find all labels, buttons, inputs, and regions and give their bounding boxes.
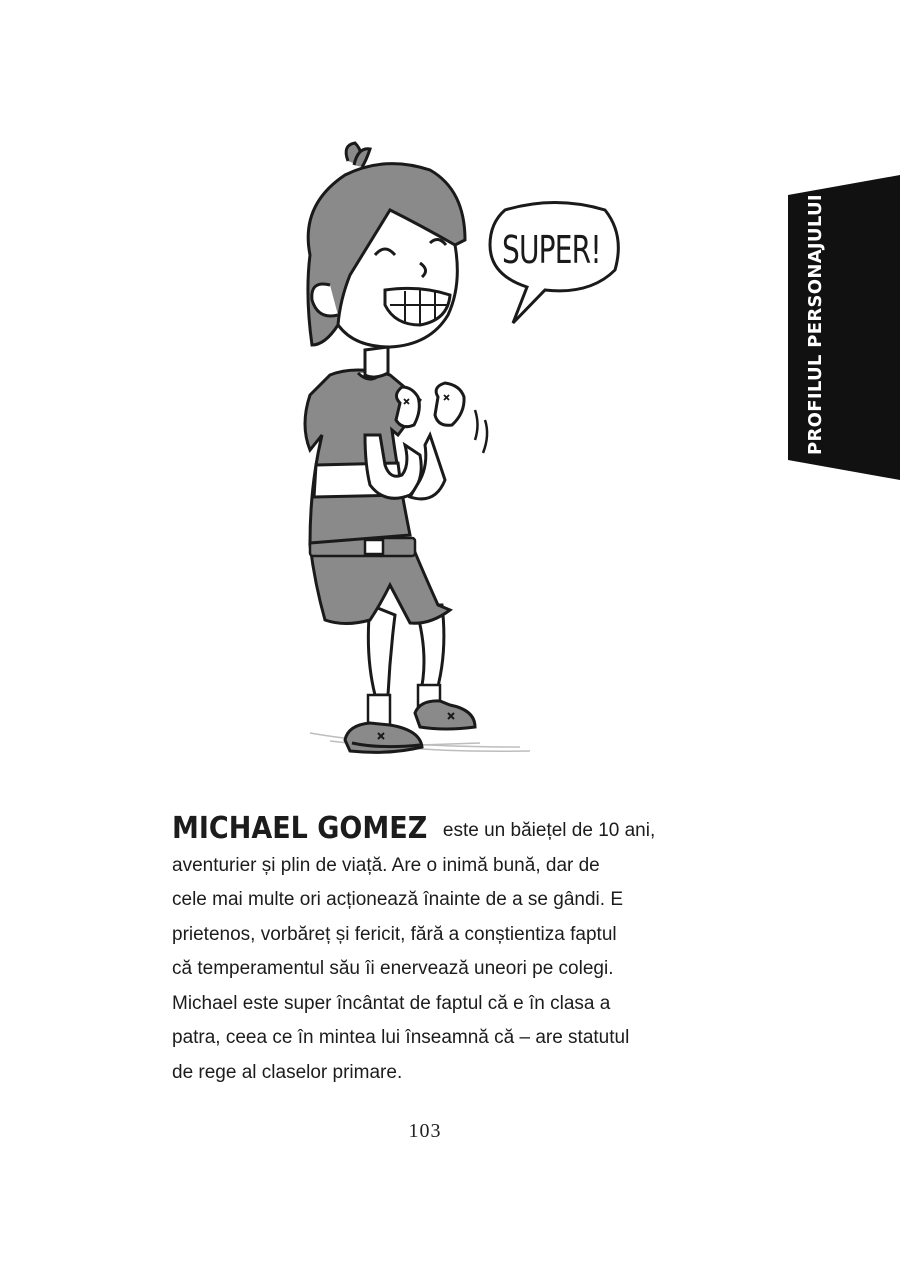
shoes <box>345 701 475 752</box>
page-number: 103 <box>408 1120 442 1142</box>
arms <box>365 435 445 499</box>
section-tab-label: PROFILUL PERSONAJULUI <box>805 194 826 455</box>
bio-line-7: patra, ceea ce în mintea lui înseamnă că – are statutul <box>172 1027 630 1048</box>
bio-line-6: Michael este super încântat de faptul că e în clasa a <box>172 992 611 1014</box>
fists <box>396 383 464 427</box>
bio-line-3: cele mai multe ori acționează înainte de a se gândi. E <box>172 889 623 910</box>
character-bio <box>172 812 692 1090</box>
motion-lines <box>475 410 487 453</box>
speech-bubble-text: SUPER! <box>502 228 601 272</box>
bio-line-2: aventurier și plin de viață. Are o inimă bună, dar de <box>172 854 600 876</box>
bio-line-1: MICHAEL GOMEZ este un băiețel de 10 ani, <box>172 811 656 846</box>
bio-line-5: că temperamentul său îi enervează uneori pe colegi. <box>172 958 614 979</box>
bio-line-4: prietenos, vorbăreț și fericit, fără a conștientiza faptul <box>172 923 617 945</box>
head <box>308 143 465 347</box>
neck <box>365 347 388 377</box>
character-name: MICHAEL GOMEZ <box>172 811 428 846</box>
bio-line-8: de rege al claselor primare. <box>172 1061 403 1083</box>
